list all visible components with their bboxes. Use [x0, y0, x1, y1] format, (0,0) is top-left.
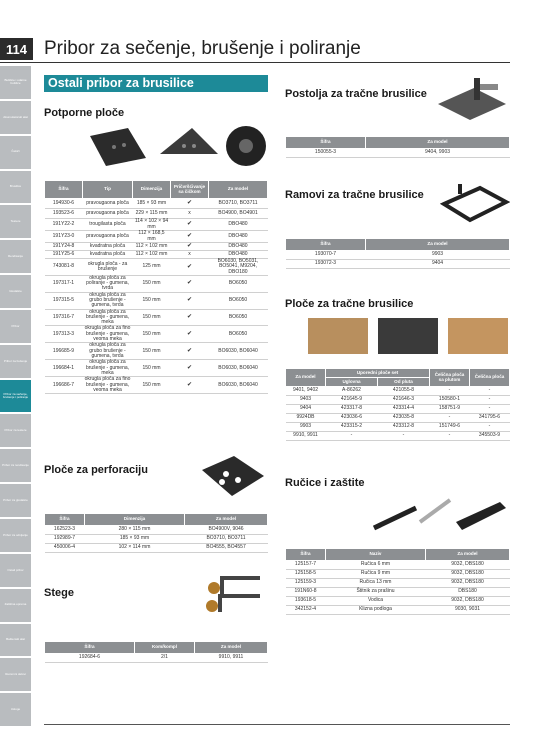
table-cell: Vodica [326, 597, 426, 606]
table-cell: okrugla ploča za fino brušenje - gumena, veoma meka [83, 326, 133, 343]
table-cell: Ručica 9 mm [326, 570, 426, 579]
table-cell: 197313-3 [45, 326, 83, 343]
col-header: Za model [209, 181, 268, 199]
table-cell: 125159-3 [286, 579, 326, 588]
sidebar-tab[interactable]: Glodalice [0, 275, 31, 308]
col-header: Pričvršćivanje sa čičkom [171, 181, 209, 199]
table-cell: 185 × 93 mm [133, 199, 171, 209]
table-cell: DBS180 [426, 588, 510, 597]
col-header: Čelična ploča sa plutom [430, 369, 470, 387]
table-cell: 229 × 115 mm [133, 209, 171, 219]
table-row [45, 243, 268, 251]
table-cell: ✔ [171, 360, 209, 377]
table-cell: 9903 [286, 423, 326, 432]
table-cell: 450006-4 [45, 544, 85, 553]
col-header: Za model [195, 642, 268, 654]
table-cell: 9404 [366, 260, 510, 269]
table-row [286, 588, 510, 597]
table-cell: - [378, 432, 430, 441]
table-cell: 114 × 102 × 94 mm [133, 219, 171, 231]
table-row [45, 326, 268, 343]
table-cell: 9030, 9031 [426, 606, 510, 615]
table-cell: 102 × 114 mm [85, 544, 185, 553]
table-cell: 196685-9 [45, 343, 83, 360]
sidebar-tab[interactable]: Pribor za rendisanje [0, 449, 31, 482]
col-header: Šifra [45, 181, 83, 199]
table-row [45, 292, 268, 309]
col-header: Za model [366, 137, 510, 149]
table-cell: 9903 [366, 251, 510, 260]
col-header: Tip [83, 181, 133, 199]
potporne-table [44, 180, 268, 394]
col-header: Uporedni ploče set [326, 369, 430, 378]
table-cell: Klizna podloga [326, 606, 426, 615]
table-cell: 9032, DBS180 [426, 597, 510, 606]
table-row [45, 343, 268, 360]
table-row [286, 260, 510, 269]
table-row [45, 654, 268, 663]
table-cell: 112 × 102 mm [133, 251, 171, 259]
table-row [286, 423, 510, 432]
clamps-image [200, 570, 268, 616]
sidebar-tab[interactable]: Bušilice i udarne bušilice [0, 66, 31, 99]
table-row [286, 597, 510, 606]
col-subheader: Uglovna [326, 378, 378, 387]
table-row [286, 570, 510, 579]
table-row [45, 377, 268, 394]
col-header: Šifra [286, 549, 326, 561]
section-title-rucice: Ručice i zaštite [285, 477, 365, 489]
table-row [286, 396, 510, 405]
table-cell: 185 × 93 mm [85, 535, 185, 544]
table-cell: x [171, 251, 209, 259]
table-cell: okrugla ploča za grubo brušenje - gumena, tvrda [83, 343, 133, 360]
table-cell: BO6030, BO6040 [209, 343, 268, 360]
sidebar-tab[interactable]: Rezervni delovi [0, 658, 31, 691]
table-cell: ✔ [171, 343, 209, 360]
table-cell: okrugla ploča za fino brušenje - gumena, veoma meka [83, 377, 133, 394]
col-header: Čelična ploča [470, 369, 510, 387]
table-cell: 193523-6 [45, 209, 83, 219]
table-cell: 196684-1 [45, 360, 83, 377]
table-cell: BO4900, BO4901 [209, 209, 268, 219]
sidebar-tab[interactable]: Pribor za glodalice [0, 484, 31, 517]
table-cell: 2/1 [135, 654, 195, 663]
table-cell: ✔ [171, 199, 209, 209]
table-cell: - [430, 414, 470, 423]
col-header: Za model [286, 369, 326, 387]
table-cell: ✔ [171, 275, 209, 292]
table-cell: 9404, 9903 [366, 149, 510, 158]
page-title: Pribor za sečenje, brušenje i poliranje [44, 38, 361, 59]
table-cell: 112 × 168,5 mm [133, 231, 171, 243]
col-header: Za model [366, 239, 510, 251]
sidebar-tab-active[interactable]: Pribor za sečenje, brušenje i poliranje [0, 380, 31, 413]
table-cell: 196686-7 [45, 377, 83, 394]
table-cell: - [470, 387, 510, 396]
table-cell: ✔ [171, 243, 209, 251]
table-row [286, 606, 510, 615]
table-cell: trougilasta ploča [83, 219, 133, 231]
table-cell: 423312-8 [378, 423, 430, 432]
table-cell: 191Y23-0 [45, 231, 83, 243]
table-row [45, 209, 268, 219]
table-cell: 191N60-8 [286, 588, 326, 597]
table-cell: - [470, 423, 510, 432]
table-cell: 192684-6 [45, 654, 135, 663]
table-cell: 423036-6 [326, 414, 378, 423]
table-cell: okrugla ploča za brušenje - gumena, meka [83, 360, 133, 377]
sidebar-tab[interactable]: Pribor za bušenje [0, 345, 31, 378]
table-row [45, 231, 268, 243]
col-header: Za model [185, 514, 268, 526]
ploce-tracne-table [285, 368, 510, 441]
table-row [286, 579, 510, 588]
table-cell: 125157-7 [286, 561, 326, 570]
table-cell: A-86262 [326, 387, 378, 396]
table-row [286, 251, 510, 260]
table-cell: 193070-7 [286, 251, 366, 260]
table-row [286, 149, 510, 158]
table-cell: BO6050 [209, 326, 268, 343]
table-cell: BO3710, BO3711 [209, 199, 268, 209]
table-cell: Ručica 6 mm [326, 561, 426, 570]
handles-image [370, 492, 510, 536]
table-row [286, 387, 510, 396]
sidebar-tab[interactable]: Testere [0, 205, 31, 238]
table-cell: 421055-8 [378, 387, 430, 396]
table-cell: 151749-6 [430, 423, 470, 432]
sidebar-tab[interactable]: Usluge [0, 693, 31, 726]
table-row [45, 544, 268, 553]
table-cell: DBO480 [209, 251, 268, 259]
section-title-ploce-tracne: Ploče za tračne brusilice [285, 298, 414, 310]
table-cell: - [326, 432, 378, 441]
sidebar-tab[interactable]: Zaštitna oprema [0, 589, 31, 622]
table-cell: 150580-1 [430, 396, 470, 405]
table-cell: 194930-6 [45, 199, 83, 209]
table-cell: 150055-3 [286, 149, 366, 158]
table-cell: ✔ [171, 309, 209, 326]
sidebar-tab[interactable]: Ostali pribor [0, 554, 31, 587]
table-cell: pravougaona ploča [83, 199, 133, 209]
table-cell: 9910, 9911 [286, 432, 326, 441]
sander-frame-image [440, 180, 510, 230]
table-cell: 150 mm [133, 292, 171, 309]
table-cell: pravougaona ploča [83, 231, 133, 243]
table-cell: kvadratna ploča [83, 251, 133, 259]
table-cell: 191Y25-6 [45, 251, 83, 259]
table-cell: 9032, DBS180 [426, 570, 510, 579]
table-cell: 197316-7 [45, 309, 83, 326]
table-cell: BO3710, BO3711 [185, 535, 268, 544]
table-row [286, 432, 510, 441]
table-cell: 9032, DBS180 [426, 561, 510, 570]
table-cell: ✔ [171, 326, 209, 343]
stege-table [44, 641, 268, 663]
sander-plates-image [306, 316, 510, 356]
table-cell: 125 mm [133, 259, 171, 276]
sander-stand-image [434, 74, 510, 124]
table-cell: - [430, 387, 470, 396]
perforation-plate-image [196, 452, 268, 504]
table-cell: 193618-5 [286, 597, 326, 606]
table-cell: okrugla ploča za grubo brušenje - gumena, tvrda [83, 292, 133, 309]
table-cell: okrugla ploča za poliranje - gumena, tvrda [83, 275, 133, 292]
sidebar-tab[interactable]: Pribor za odvijanje [0, 519, 31, 552]
section-title-ramovi: Ramovi za tračne brusilice [285, 189, 424, 201]
col-header: Dimenzija [133, 181, 171, 199]
table-cell: 192989-7 [45, 535, 85, 544]
page-number: 114 [0, 38, 33, 60]
table-cell: 150 mm [133, 275, 171, 292]
table-cell: 342152-4 [286, 606, 326, 615]
table-cell: 9910, 9911 [195, 654, 268, 663]
sidebar-tab[interactable]: Rendisanje [0, 240, 31, 273]
table-cell: BO6050 [209, 292, 268, 309]
sidebar [0, 66, 31, 726]
table-cell: 197315-5 [45, 292, 83, 309]
section-banner: Ostali pribor za brusilice [44, 75, 268, 92]
sidebar-tab[interactable]: Brusilice [0, 171, 31, 204]
table-cell: 9403 [286, 396, 326, 405]
col-header: Za model [426, 549, 510, 561]
table-cell: 197317-1 [45, 275, 83, 292]
table-cell: ✔ [171, 231, 209, 243]
table-row [45, 219, 268, 231]
table-cell: ✔ [171, 259, 209, 276]
perforacije-table [44, 513, 268, 553]
sidebar-tab[interactable]: Baštenski alat [0, 624, 31, 657]
sidebar-tab[interactable]: Pribor [0, 310, 31, 343]
header-rule [0, 62, 510, 63]
col-header: Šifra [286, 239, 366, 251]
table-cell: 9401, 9402 [286, 387, 326, 396]
table-cell: 191Y22-2 [45, 219, 83, 231]
table-cell: okrugla ploča - za brušenje [83, 259, 133, 276]
table-cell: 162523-3 [45, 526, 85, 535]
rucice-table [285, 548, 510, 615]
table-cell: ✔ [171, 292, 209, 309]
table-cell: kvadratna ploča [83, 243, 133, 251]
table-cell: BO4555, BO4557 [185, 544, 268, 553]
table-cell: BO4900V, 9046 [185, 526, 268, 535]
table-cell: - [470, 396, 510, 405]
table-row [45, 259, 268, 276]
table-cell: pravougaona ploča [83, 209, 133, 219]
footer-rule [44, 724, 510, 725]
table-row [45, 309, 268, 326]
table-cell: DBO480 [209, 243, 268, 251]
table-cell: 9404 [286, 405, 326, 414]
table-cell: 112 × 102 mm [133, 243, 171, 251]
table-cell: 421645-9 [326, 396, 378, 405]
table-row [286, 561, 510, 570]
section-title-perforacije: Ploče za perforaciju [44, 464, 148, 476]
table-cell: 150 mm [133, 309, 171, 326]
col-header: Šifra [45, 514, 85, 526]
table-cell: - [430, 432, 470, 441]
table-row [45, 526, 268, 535]
table-cell: 423317-8 [326, 405, 378, 414]
table-cell: 191Y24-8 [45, 243, 83, 251]
table-cell: BO6030, BO6040 [209, 360, 268, 377]
table-cell: x [171, 209, 209, 219]
col-subheader: Od pluta [378, 378, 430, 387]
table-cell: 743081-8 [45, 259, 83, 276]
backing-pads-image [80, 124, 270, 168]
sidebar-tab[interactable]: Čekići [0, 136, 31, 169]
sidebar-tab[interactable]: Akumulatorski alat [0, 101, 31, 134]
table-cell: 150 mm [133, 360, 171, 377]
table-cell: 9032, DBS180 [426, 579, 510, 588]
col-header: Naziv [326, 549, 426, 561]
table-cell: 9924DB [286, 414, 326, 423]
table-cell: Štitnik za prašinu [326, 588, 426, 597]
table-row [286, 405, 510, 414]
table-cell: DBO480 [209, 219, 268, 231]
section-title-potporne: Potporne ploče [44, 107, 125, 119]
table-cell: ✔ [171, 377, 209, 394]
table-row [286, 414, 510, 423]
table-cell: okrugla ploča za brušenje - gumena, meka [83, 309, 133, 326]
sidebar-tab[interactable]: Pribor za testere [0, 414, 31, 447]
col-header: Šifra [286, 137, 366, 149]
section-title-postolja: Postolja za tračne brusilice [285, 88, 427, 100]
table-cell: 193072-3 [286, 260, 366, 269]
table-cell: 345503-9 [470, 432, 510, 441]
table-cell: 150 mm [133, 326, 171, 343]
table-cell: ✔ [171, 219, 209, 231]
table-cell: 150 mm [133, 377, 171, 394]
table-row [45, 199, 268, 209]
postolja-table [285, 136, 510, 158]
col-header: Šifra [45, 642, 135, 654]
table-cell: 158751-9 [430, 405, 470, 414]
table-cell: Ručica 13 mm [326, 579, 426, 588]
table-row [45, 275, 268, 292]
table-cell: 280 × 115 mm [85, 526, 185, 535]
table-cell: 421646-3 [378, 396, 430, 405]
table-cell: DBO480 [209, 231, 268, 243]
table-cell: 150 mm [133, 343, 171, 360]
table-cell: 341795-6 [470, 414, 510, 423]
table-cell: - [470, 405, 510, 414]
col-header: Kom/kompl [135, 642, 195, 654]
col-header: Dimenzija [85, 514, 185, 526]
table-cell: BO6050 [209, 275, 268, 292]
section-title-stege: Stege [44, 587, 74, 599]
ramovi-table [285, 238, 510, 269]
table-cell: 423314-4 [378, 405, 430, 414]
table-cell: BO6050 [209, 309, 268, 326]
table-cell: 125158-5 [286, 570, 326, 579]
table-row [45, 360, 268, 377]
table-cell: 423035-8 [378, 414, 430, 423]
table-cell: BO6030, BO5031, BO5041, M9204, DBO180 [209, 259, 268, 276]
table-row [45, 535, 268, 544]
table-cell: 423315-2 [326, 423, 378, 432]
table-cell: BO6030, BO6040 [209, 377, 268, 394]
